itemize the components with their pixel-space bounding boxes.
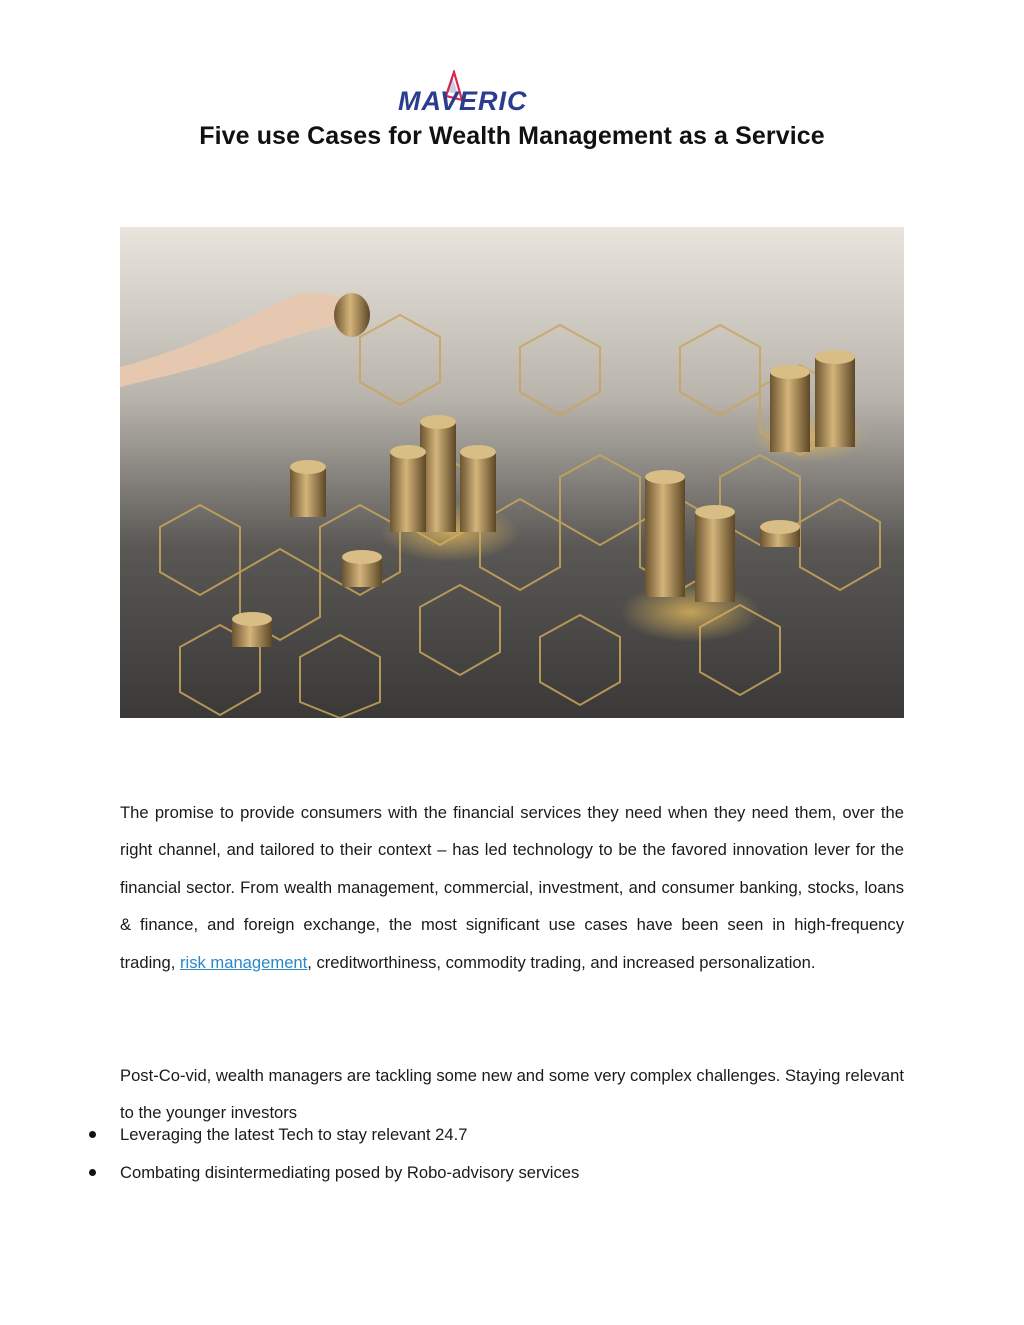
list-item-text: Leveraging the latest Tech to stay relevant 24.7	[120, 1125, 468, 1144]
list-item-text: Combating disintermediating posed by Robo-advisory services	[120, 1162, 580, 1182]
bullet-icon	[89, 1131, 96, 1138]
intro-paragraph	[120, 794, 904, 982]
list-item	[0, 1116, 1024, 1154]
page-title: Five use Cases for Wealth Management as a Service	[199, 122, 825, 150]
maveric-logo	[396, 70, 548, 114]
list-item	[0, 1154, 1024, 1192]
bullet-icon	[89, 1169, 96, 1176]
risk-management-link[interactable]: risk management	[179, 952, 308, 972]
logo-wordmark: MAVERIC	[398, 86, 528, 114]
hero-image	[120, 227, 904, 718]
challenge-list	[0, 1116, 1024, 1191]
challenges-paragraph: Post-Co-vid, wealth managers are tackling some new and some very complex challenges. Staying relevant to the younger investors	[120, 1065, 904, 1123]
intro-text: The promise to provide consumers with the financial services they need when they need them, over the right channel, and tailored to their context – has led technology to be the favored innovation lever for the financial sector. From wealth management, commercial, investment, and consumer banking, stocks, loans & finance, and foreign exchange, the most significant use cases have been seen in high-frequency trading,	[120, 802, 904, 972]
intro-text-end: , creditworthiness, commodity trading, and increased personalization.	[307, 952, 816, 972]
